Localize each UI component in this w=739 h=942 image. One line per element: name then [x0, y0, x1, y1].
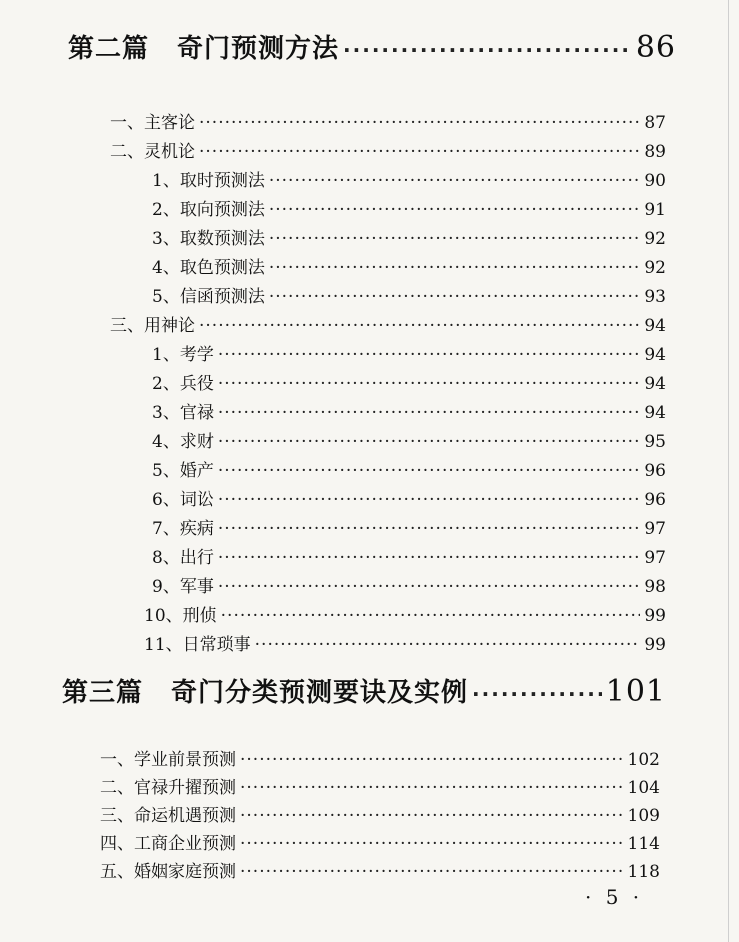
entry-label: 3、取数预测法 — [152, 229, 265, 249]
entry-page: 96 — [644, 461, 666, 481]
leader-dots — [269, 171, 641, 191]
entry-label: 5、信函预测法 — [152, 287, 265, 307]
toc-entry — [110, 108, 666, 133]
entry-page: 104 — [627, 778, 660, 798]
entry-label: 6、词讼 — [152, 490, 214, 510]
leader-dots — [269, 287, 641, 307]
leader-dots — [218, 519, 641, 539]
leader-dots — [269, 229, 641, 249]
entry-label: 8、出行 — [152, 548, 214, 568]
entry-label: 4、取色预测法 — [152, 258, 265, 278]
toc-entry — [152, 340, 666, 365]
entry-label: 10、刑侦 — [144, 606, 217, 626]
entry-page: 98 — [644, 577, 666, 597]
entry-label: 2、取向预测法 — [152, 200, 265, 220]
leader-dots — [218, 403, 641, 423]
entry-label: 3、官禄 — [152, 403, 214, 423]
entry-page: 99 — [644, 635, 666, 655]
toc-entry — [152, 166, 666, 191]
entry-page: 87 — [644, 113, 666, 133]
leader-dots — [218, 577, 641, 597]
entry-label: 4、求财 — [152, 432, 214, 452]
entry-page: 91 — [644, 200, 666, 220]
entry-page: 96 — [644, 490, 666, 510]
toc-entry — [152, 456, 666, 481]
entry-page: 92 — [644, 229, 666, 249]
toc-entry — [100, 829, 660, 854]
entry-page: 92 — [644, 258, 666, 278]
entry-label: 二、官禄升擢预测 — [100, 778, 236, 798]
part-prefix: 第二篇 — [68, 34, 150, 64]
leader-dots — [218, 490, 641, 510]
toc-entry — [152, 253, 666, 278]
toc-entry — [152, 543, 666, 568]
toc-entry — [100, 857, 660, 882]
leader-dots — [240, 862, 624, 882]
entry-label: 一、学业前景预测 — [100, 750, 236, 770]
toc-part-heading — [62, 672, 666, 709]
toc-entry — [152, 369, 666, 394]
toc-entry — [100, 745, 660, 770]
entry-page: 93 — [644, 287, 666, 307]
part-prefix: 第三篇 — [62, 678, 144, 708]
toc-entry — [100, 773, 660, 798]
leader-dots — [199, 316, 640, 336]
toc-entry — [152, 195, 666, 220]
entry-page: 102 — [627, 750, 660, 770]
part-title: 奇门分类预测要诀及实例 — [171, 678, 469, 708]
toc-entry — [144, 630, 666, 655]
leader-dots — [199, 142, 640, 162]
leader-dots — [218, 548, 641, 568]
entry-page: 99 — [644, 606, 666, 626]
entry-page: 118 — [627, 862, 660, 882]
entry-label: 四、工商企业预测 — [100, 834, 236, 854]
entry-label: 五、婚姻家庭预测 — [100, 862, 236, 882]
entry-page: 94 — [644, 316, 666, 336]
part-page: 101 — [605, 674, 666, 709]
leader-dots — [240, 834, 624, 854]
entry-label: 二、灵机论 — [110, 142, 195, 162]
entry-page: 109 — [627, 806, 660, 826]
leader-dots — [343, 38, 632, 62]
toc-entry — [110, 311, 666, 336]
part-page: 86 — [635, 30, 676, 65]
leader-dots — [240, 806, 624, 826]
leader-dots — [240, 750, 624, 770]
toc-entry — [144, 601, 666, 626]
leader-dots — [199, 113, 640, 133]
entry-page: 90 — [644, 171, 666, 191]
entry-label: 11、日常琐事 — [144, 635, 251, 655]
leader-dots — [218, 461, 641, 481]
leader-dots — [221, 606, 641, 626]
entry-page: 97 — [644, 548, 666, 568]
toc-entry — [152, 485, 666, 510]
toc-entry — [152, 224, 666, 249]
leader-dots — [240, 778, 624, 798]
entry-label: 1、取时预测法 — [152, 171, 265, 191]
entry-label: 5、婚产 — [152, 461, 214, 481]
leader-dots — [218, 432, 641, 452]
entry-page: 94 — [644, 345, 666, 365]
toc-part-heading — [68, 28, 676, 65]
entry-page: 89 — [644, 142, 666, 162]
leader-dots — [218, 345, 641, 365]
entry-page: 94 — [644, 374, 666, 394]
entry-page: 94 — [644, 403, 666, 423]
leader-dots — [269, 258, 641, 278]
leader-dots — [269, 200, 641, 220]
toc-entry — [100, 801, 660, 826]
entry-label: 三、命运机遇预测 — [100, 806, 236, 826]
leader-dots — [472, 682, 602, 706]
toc-entry — [152, 282, 666, 307]
page-edge — [728, 0, 729, 942]
toc-entry — [152, 514, 666, 539]
entry-page: 97 — [644, 519, 666, 539]
entry-label: 2、兵役 — [152, 374, 214, 394]
page-number: · 5 · — [585, 885, 644, 909]
entry-label: 7、疾病 — [152, 519, 214, 539]
entry-label: 1、考学 — [152, 345, 214, 365]
leader-dots — [218, 374, 641, 394]
toc-entry — [152, 398, 666, 423]
toc-entry — [110, 137, 666, 162]
leader-dots — [255, 635, 641, 655]
entry-label: 三、用神论 — [110, 316, 195, 336]
part-title: 奇门预测方法 — [177, 34, 340, 64]
entry-label: 9、军事 — [152, 577, 214, 597]
toc-entry — [152, 427, 666, 452]
entry-label: 一、主客论 — [110, 113, 195, 133]
entry-page: 114 — [627, 834, 660, 854]
toc-entry — [152, 572, 666, 597]
entry-page: 95 — [644, 432, 666, 452]
